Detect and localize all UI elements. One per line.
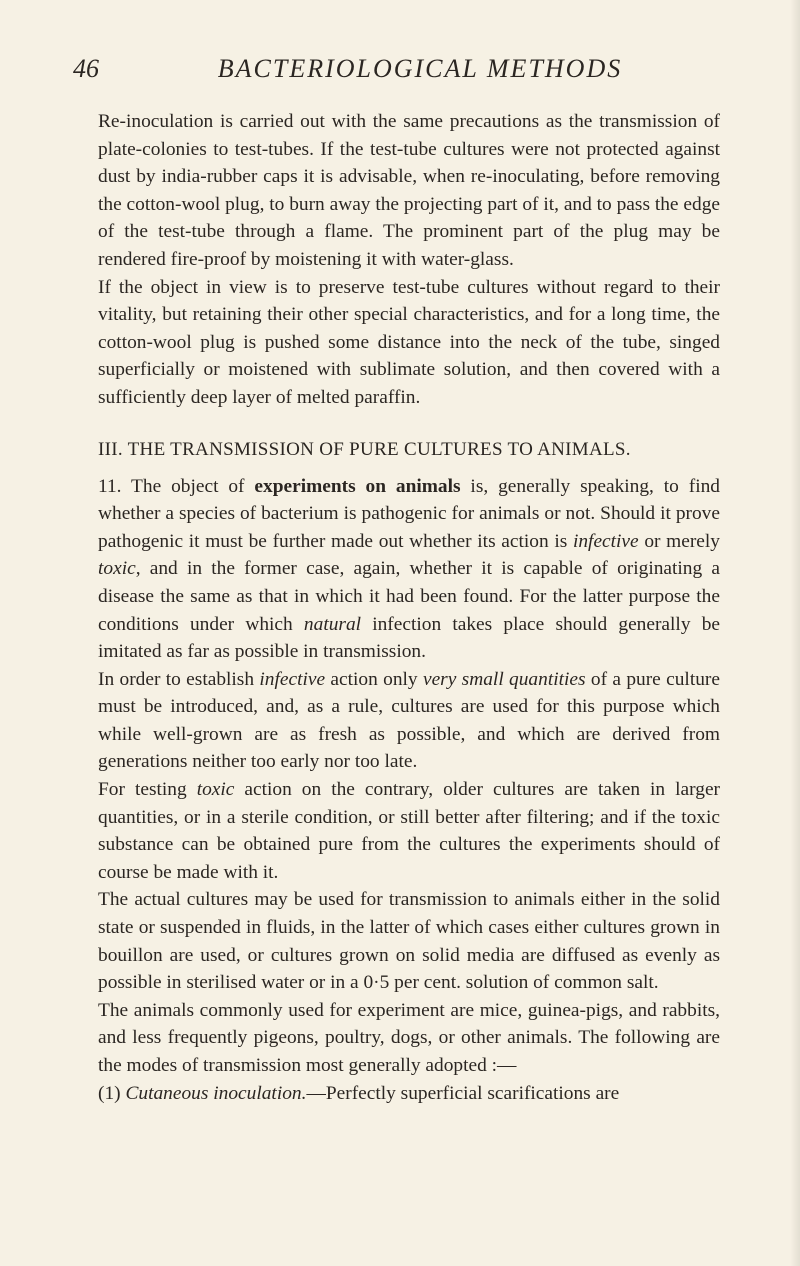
body-text-top: [98, 108, 720, 412]
paragraph-reinoculation: Re-inoculation is carried out with the same precautions as the transmission of plate-colonies to test-tubes. If the test-tube cultures were not protected against dust by india-rubber caps it is advisable, when re-inoculating, before removing the cotton-wool plug, to burn away the projecting part of it, and to pass the edge of the test-tube through a flame. The prominent part of the plug may be rendered fire-proof by moistening it with water-glass.: [98, 111, 720, 270]
page-header: [0, 54, 800, 94]
paragraph-experiments-on-animals: 11. The object of experiments on animals is, generally speaking, to find whether a species of bacterium is pathogenic for animals or not. Should it prove pathogenic it must be further made out whether its action is infective or merely toxic, and in the former case, again, whether it is capable of originating a disease the same as that in which it had been found. For the latter purpose the conditions under which natural infection takes place should generally be imitated as far as possible in transmission.: [98, 475, 721, 663]
running-head: BACTERIOLOGICAL METHODS: [217, 54, 623, 83]
section-heading: III. THE TRANSMISSION OF PURE CULTURES TO ANIMALS.: [98, 438, 631, 460]
page-number: 46: [73, 54, 99, 83]
paragraph-preserve-cultures: If the object in view is to preserve test-tube cultures without regard to their vitality, but retaining their other special characteristics, and for a long time, the cotton-wool plug is pushed some distance into the neck of the tube, singed superficially or moistened with sublimate solution, and then covered with a sufficiently deep layer of melted paraffin.: [98, 276, 720, 408]
paragraph-actual-cultures: The actual cultures may be used for transmission to animals either in the solid state or suspended in fluids, in the latter of which cases either cultures grown in bouillon are used, or cultures grown on solid media are diffused as evenly as possible in sterilised water or in a 0·5 per cent. solution of common salt.: [98, 889, 720, 994]
paragraph-cutaneous-inoculation: (1) Cutaneous inoculation.—Perfectly superficial scarifications are: [98, 1082, 620, 1104]
body-text-section: [98, 473, 720, 1108]
paragraph-infective-action: In order to establish infective action only very small quantities of a pure culture must be introduced, and, as a rule, cultures are used for this purpose which while well-grown are as fresh as possible, and which are derived from generations neither too early nor too late.: [98, 668, 720, 773]
paragraph-toxic-action: For testing toxic action on the contrary, older cultures are taken in larger quantities, or in a sterile condition, or still better after filtering; and if the toxic substance can be obtained pure from the cultures the experiments should of course be made with it.: [98, 779, 721, 883]
page-binding-shadow: [790, 0, 800, 1266]
paragraph-animals-used: The animals commonly used for experiment are mice, guinea-pigs, and rabbits, and less frequently pigeons, poultry, dogs, or other animals. The following are the modes of transmission most generally adopted :—: [98, 999, 720, 1076]
